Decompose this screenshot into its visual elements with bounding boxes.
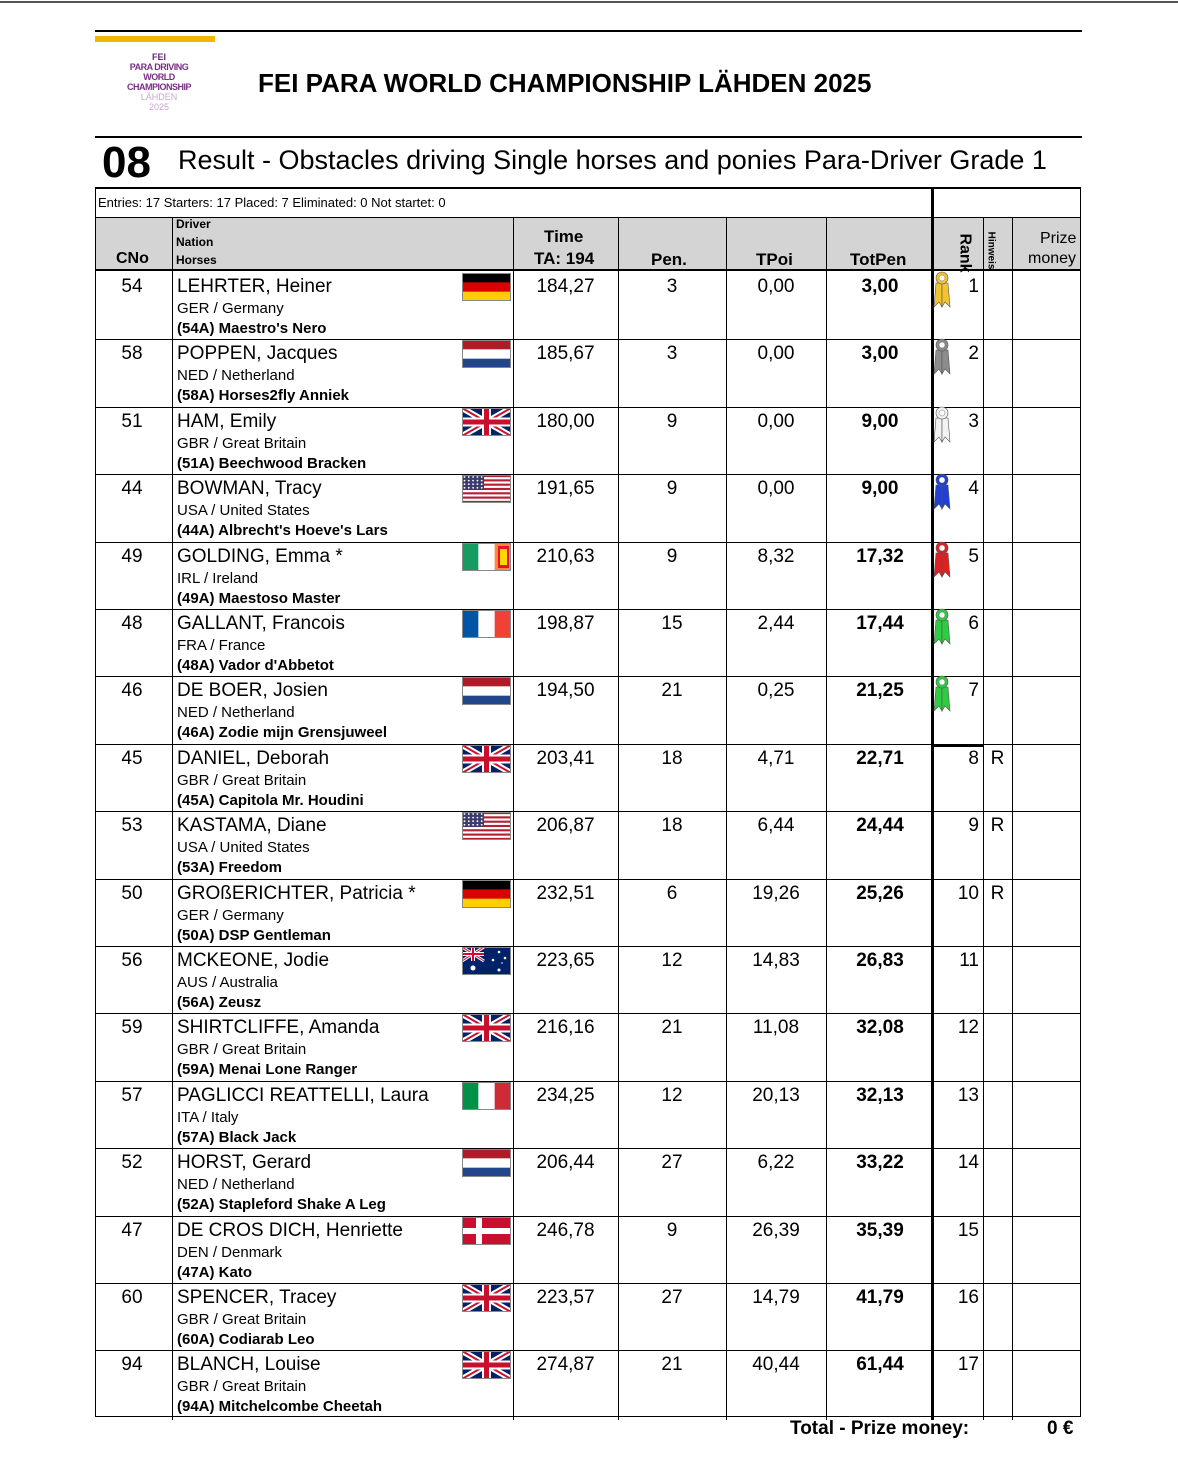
penalty-value: 6 <box>666 882 678 904</box>
time-value: 206,87 <box>536 815 595 837</box>
total-prize-value: 0 € <box>1047 1418 1074 1439</box>
time-points-value: 0,00 <box>757 343 795 365</box>
time-value: 191,65 <box>536 478 595 500</box>
horse-name: (46A) Zodie mijn Grensjuweel <box>177 724 388 742</box>
row-divider <box>96 1013 1080 1014</box>
col-penalties: Pen. <box>651 250 687 269</box>
rank-value: 8 <box>968 747 979 769</box>
rank-value: 10 <box>957 882 979 904</box>
rank-value: 16 <box>957 1287 979 1308</box>
nation-flag-icon <box>462 273 511 301</box>
driver-nation: NED / Netherland <box>177 367 295 385</box>
horse-name: (51A) Beechwood Bracken <box>177 454 367 472</box>
driver-nation: NED / Netherland <box>177 704 295 722</box>
col-time-allowed: TA: 194 <box>534 249 595 268</box>
driver-name: POPPEN, Jacques <box>177 343 338 365</box>
horse-name: (45A) Capitola Mr. Houdini <box>177 791 364 809</box>
penalty-value: 12 <box>661 1084 683 1106</box>
total-penalties-value: 33,22 <box>856 1152 904 1174</box>
driver-name: MCKEONE, Jodie <box>177 950 330 971</box>
driver-nation: DEN / Denmark <box>177 1243 283 1261</box>
driver-name: DE CROS DICH, Henriette <box>177 1219 403 1241</box>
penalty-value: 12 <box>661 950 683 971</box>
row-divider <box>96 1081 1080 1082</box>
nation-flag-icon <box>462 1014 511 1042</box>
penalty-value: 9 <box>666 1219 678 1241</box>
rank-value: 17 <box>957 1354 979 1376</box>
penalty-value: 21 <box>661 1354 683 1376</box>
driver-nation: NED / Netherland <box>177 1176 295 1194</box>
total-penalties-value: 41,79 <box>856 1287 904 1308</box>
driver-nation: USA / United States <box>177 839 310 857</box>
row-divider <box>96 811 1080 812</box>
time-points-value: 19,26 <box>752 882 800 904</box>
penalty-value: 9 <box>666 478 678 500</box>
total-prize-label: Total - Prize money: <box>790 1418 970 1439</box>
horse-name: (60A) Codiarab Leo <box>177 1331 315 1348</box>
driver-name: DANIEL, Deborah <box>177 747 330 769</box>
rosette-ribbon-icon <box>932 338 952 381</box>
rank-value: 9 <box>968 815 979 837</box>
col-rank: Rank <box>956 233 974 273</box>
nation-flag-icon <box>462 812 511 840</box>
nation-flag-icon <box>462 408 511 436</box>
column-divider <box>172 217 173 1420</box>
driver-nation: GER / Germany <box>177 300 284 317</box>
time-value: 203,41 <box>536 747 595 769</box>
horse-name: (57A) Black Jack <box>177 1128 297 1146</box>
time-points-value: 6,22 <box>757 1152 795 1174</box>
driver-name: DE BOER, Josien <box>177 680 328 702</box>
start-number: 51 <box>121 410 143 432</box>
penalty-value: 18 <box>661 815 683 837</box>
time-points-value: 26,39 <box>752 1219 800 1241</box>
logo-line-5: 2025 <box>148 102 170 112</box>
logo-line-3: CHAMPIONSHIP <box>126 82 191 92</box>
rank-value: 5 <box>968 545 979 567</box>
driver-name: BOWMAN, Tracy <box>177 478 322 500</box>
total-penalties-value: 9,00 <box>861 478 899 500</box>
page-header <box>95 30 1082 138</box>
time-points-value: 0,00 <box>757 276 795 297</box>
rosette-ribbon-icon <box>932 675 952 718</box>
horse-name: (58A) Horses2fly Anniek <box>177 387 350 405</box>
penalty-value: 9 <box>666 410 678 432</box>
entry-statistics: Entries: 17 Starters: 17 Placed: 7 Eliminated: 0 Not startet: 0 <box>98 195 446 210</box>
time-value: 180,00 <box>536 410 595 432</box>
row-divider <box>96 744 1080 745</box>
total-penalties-value: 9,00 <box>861 410 899 432</box>
start-number: 58 <box>121 343 143 365</box>
nation-flag-icon <box>462 745 511 773</box>
horse-name: (53A) Freedom <box>177 859 283 877</box>
start-number: 94 <box>121 1354 143 1376</box>
start-number: 49 <box>121 545 143 567</box>
hinweis-value: R <box>990 815 1005 837</box>
rank-value: 14 <box>957 1152 979 1174</box>
horse-name: (94A) Mitchelcombe Cheetah <box>177 1398 383 1416</box>
col-hinweis: Hinweis <box>985 231 997 270</box>
nation-flag-icon <box>462 1217 511 1245</box>
rank-value: 13 <box>957 1084 979 1106</box>
driver-nation: GBR / Great Britain <box>177 1041 307 1059</box>
col-money: money <box>1028 250 1077 267</box>
driver-nation: IRL / Ireland <box>177 569 259 587</box>
rank-value: 7 <box>968 680 979 702</box>
col-horses: Horses <box>176 253 217 267</box>
nation-flag-icon <box>462 1351 511 1379</box>
driver-nation: ITA / Italy <box>177 1108 239 1126</box>
col-cno: CNo <box>116 250 149 267</box>
total-penalties-value: 21,25 <box>856 680 904 702</box>
row-divider <box>96 1350 1080 1351</box>
total-penalties-value: 32,13 <box>856 1084 904 1106</box>
driver-nation: GBR / Great Britain <box>177 771 307 789</box>
time-points-value: 20,13 <box>752 1084 800 1106</box>
nation-flag-icon <box>462 947 511 975</box>
horse-name: (59A) Menai Lone Ranger <box>177 1061 358 1079</box>
hinweis-value: R <box>990 747 1005 769</box>
start-number: 50 <box>121 882 143 904</box>
time-points-value: 0,00 <box>757 410 795 432</box>
start-number: 56 <box>121 950 143 971</box>
rank-value: 11 <box>959 950 979 971</box>
time-points-value: 14,83 <box>752 950 800 971</box>
rosette-ribbon-icon <box>932 541 952 584</box>
rosette-ribbon-icon <box>932 473 952 516</box>
driver-nation: USA / United States <box>177 502 310 520</box>
horse-name: (54A) Maestro's Nero <box>177 320 327 337</box>
penalty-value: 9 <box>666 545 678 567</box>
rank-value: 2 <box>968 343 979 365</box>
driver-name: SHIRTCLIFFE, Amanda <box>177 1017 380 1039</box>
total-penalties-value: 3,00 <box>861 343 899 365</box>
col-prize: Prize <box>1040 230 1077 247</box>
total-penalties-value: 26,83 <box>856 950 904 971</box>
total-penalties-value: 25,26 <box>856 882 904 904</box>
time-points-value: 4,71 <box>757 747 795 769</box>
penalty-value: 27 <box>661 1287 683 1308</box>
nation-flag-icon <box>462 880 511 908</box>
rank-value: 12 <box>957 1017 979 1039</box>
time-points-value: 0,25 <box>757 680 795 702</box>
driver-name: HAM, Emily <box>177 410 277 432</box>
driver-nation: GER / Germany <box>177 906 284 924</box>
time-points-value: 11,08 <box>752 1017 800 1039</box>
time-value: 194,50 <box>536 680 595 702</box>
driver-name: PAGLICCI REATTELLI, Laura <box>177 1084 429 1106</box>
row-divider <box>96 879 1080 880</box>
start-number: 53 <box>121 815 143 837</box>
driver-name: BLANCH, Louise <box>177 1354 321 1376</box>
time-value: 234,25 <box>536 1084 595 1106</box>
horse-name: (52A) Stapleford Shake A Leg <box>177 1196 386 1214</box>
total-penalties-value: 32,08 <box>856 1017 904 1039</box>
driver-name: GROßERICHTER, Patricia * <box>177 882 416 904</box>
logo-fei: FEI <box>151 52 166 62</box>
total-penalties-value: 35,39 <box>856 1219 904 1241</box>
driver-nation: GBR / Great Britain <box>177 1378 307 1396</box>
total-penalties-value: 3,00 <box>861 276 899 297</box>
time-value: 206,44 <box>536 1152 595 1174</box>
start-number: 48 <box>121 613 143 634</box>
time-points-value: 40,44 <box>752 1354 800 1376</box>
column-divider <box>1012 217 1013 1420</box>
col-time: Time <box>544 227 584 246</box>
driver-name: LEHRTER, Heiner <box>177 276 332 297</box>
start-number: 54 <box>121 276 143 297</box>
penalty-value: 3 <box>666 343 678 365</box>
total-penalties-value: 17,44 <box>856 613 904 634</box>
nation-flag-icon <box>462 1149 511 1177</box>
start-number: 60 <box>121 1287 143 1308</box>
penalty-value: 21 <box>661 1017 683 1039</box>
logo-line-1: PARA DRIVING <box>129 62 189 72</box>
penalty-value: 15 <box>661 613 683 634</box>
rank-value: 15 <box>957 1219 979 1241</box>
start-number: 52 <box>121 1152 143 1174</box>
horse-name: (50A) DSP Gentleman <box>177 926 331 944</box>
driver-nation: FRA / France <box>177 637 266 654</box>
rank-value: 3 <box>968 410 979 432</box>
horse-name: (49A) Maestoso Master <box>177 589 341 607</box>
start-number: 45 <box>121 747 143 769</box>
start-number: 59 <box>121 1017 143 1039</box>
total-penalties-value: 22,71 <box>856 747 904 769</box>
time-value: 246,78 <box>536 1219 595 1241</box>
championship-title: FEI PARA WORLD CHAMPIONSHIP LÄHDEN 2025 <box>258 68 872 98</box>
penalty-value: 18 <box>661 747 683 769</box>
rank-value: 1 <box>968 276 979 297</box>
total-penalties-value: 24,44 <box>856 815 904 837</box>
time-value: 184,27 <box>536 276 595 297</box>
rosette-ribbon-icon <box>932 406 952 449</box>
driver-name: KASTAMA, Diane <box>177 815 327 837</box>
logo-line-4: LÄHDEN <box>140 92 178 102</box>
start-number: 44 <box>121 478 143 500</box>
rank-value: 4 <box>968 478 979 500</box>
time-value: 223,57 <box>536 1287 595 1308</box>
logo-line-2: WORLD <box>143 72 175 82</box>
driver-nation: AUS / Australia <box>177 974 278 991</box>
start-number: 46 <box>121 680 143 702</box>
time-value: 274,87 <box>536 1354 595 1376</box>
time-value: 223,65 <box>536 950 595 971</box>
horse-name: (47A) Kato <box>177 1263 253 1281</box>
rosette-ribbon-icon <box>932 608 952 651</box>
time-value: 232,51 <box>536 882 595 904</box>
driver-name: GOLDING, Emma * <box>177 545 343 567</box>
time-value: 198,87 <box>536 613 595 634</box>
driver-nation: GBR / Great Britain <box>177 1311 307 1328</box>
nation-flag-icon <box>462 1284 511 1312</box>
nation-flag-icon <box>462 677 511 705</box>
time-points-value: 14,79 <box>752 1287 800 1308</box>
col-nation: Nation <box>176 235 214 249</box>
time-value: 185,67 <box>536 343 595 365</box>
rank-value: 6 <box>968 613 979 634</box>
time-value: 210,63 <box>536 545 595 567</box>
col-driver: Driver <box>176 217 211 231</box>
col-time-points: TPoi <box>756 250 793 269</box>
time-points-value: 2,44 <box>757 613 795 634</box>
total-penalties-value: 17,32 <box>856 545 904 567</box>
logo-accent-bar <box>95 36 215 42</box>
time-points-value: 8,32 <box>757 545 795 567</box>
nation-flag-icon <box>462 543 511 571</box>
horse-name: (56A) Zeusz <box>177 994 262 1011</box>
horse-name: (44A) Albrecht's Hoeve's Lars <box>177 522 388 540</box>
nation-flag-icon <box>462 1082 511 1110</box>
row-divider <box>96 1283 1080 1284</box>
penalty-value: 3 <box>666 276 678 297</box>
row-divider <box>96 946 1080 947</box>
col-total-penalties: TotPen <box>850 250 907 269</box>
driver-name: HORST, Gerard <box>177 1152 312 1174</box>
nation-flag-icon <box>462 340 511 368</box>
rosette-ribbon-icon <box>932 271 952 314</box>
driver-nation: GBR / Great Britain <box>177 434 307 452</box>
penalty-value: 21 <box>661 680 683 702</box>
penalty-value: 27 <box>661 1152 683 1174</box>
event-number: 08 <box>102 138 151 187</box>
event-title: Result - Obstacles driving Single horses and ponies Para-Driver Grade 1 <box>178 145 1047 175</box>
driver-name: GALLANT, Francois <box>177 613 345 634</box>
nation-flag-icon <box>462 475 511 503</box>
horse-name: (48A) Vador d'Abbetot <box>177 657 334 674</box>
top-rule <box>0 1 1178 3</box>
hinweis-value: R <box>990 882 1005 904</box>
total-penalties-value: 61,44 <box>856 1354 904 1376</box>
time-points-value: 6,44 <box>757 815 795 837</box>
row-divider <box>96 1216 1080 1217</box>
start-number: 57 <box>121 1084 143 1106</box>
nation-flag-icon <box>462 610 511 638</box>
championship-logo <box>103 52 215 112</box>
driver-name: SPENCER, Tracey <box>177 1287 337 1308</box>
time-value: 216,16 <box>536 1017 595 1039</box>
start-number: 47 <box>121 1219 143 1241</box>
time-points-value: 0,00 <box>757 478 795 500</box>
row-divider <box>96 1148 1080 1149</box>
